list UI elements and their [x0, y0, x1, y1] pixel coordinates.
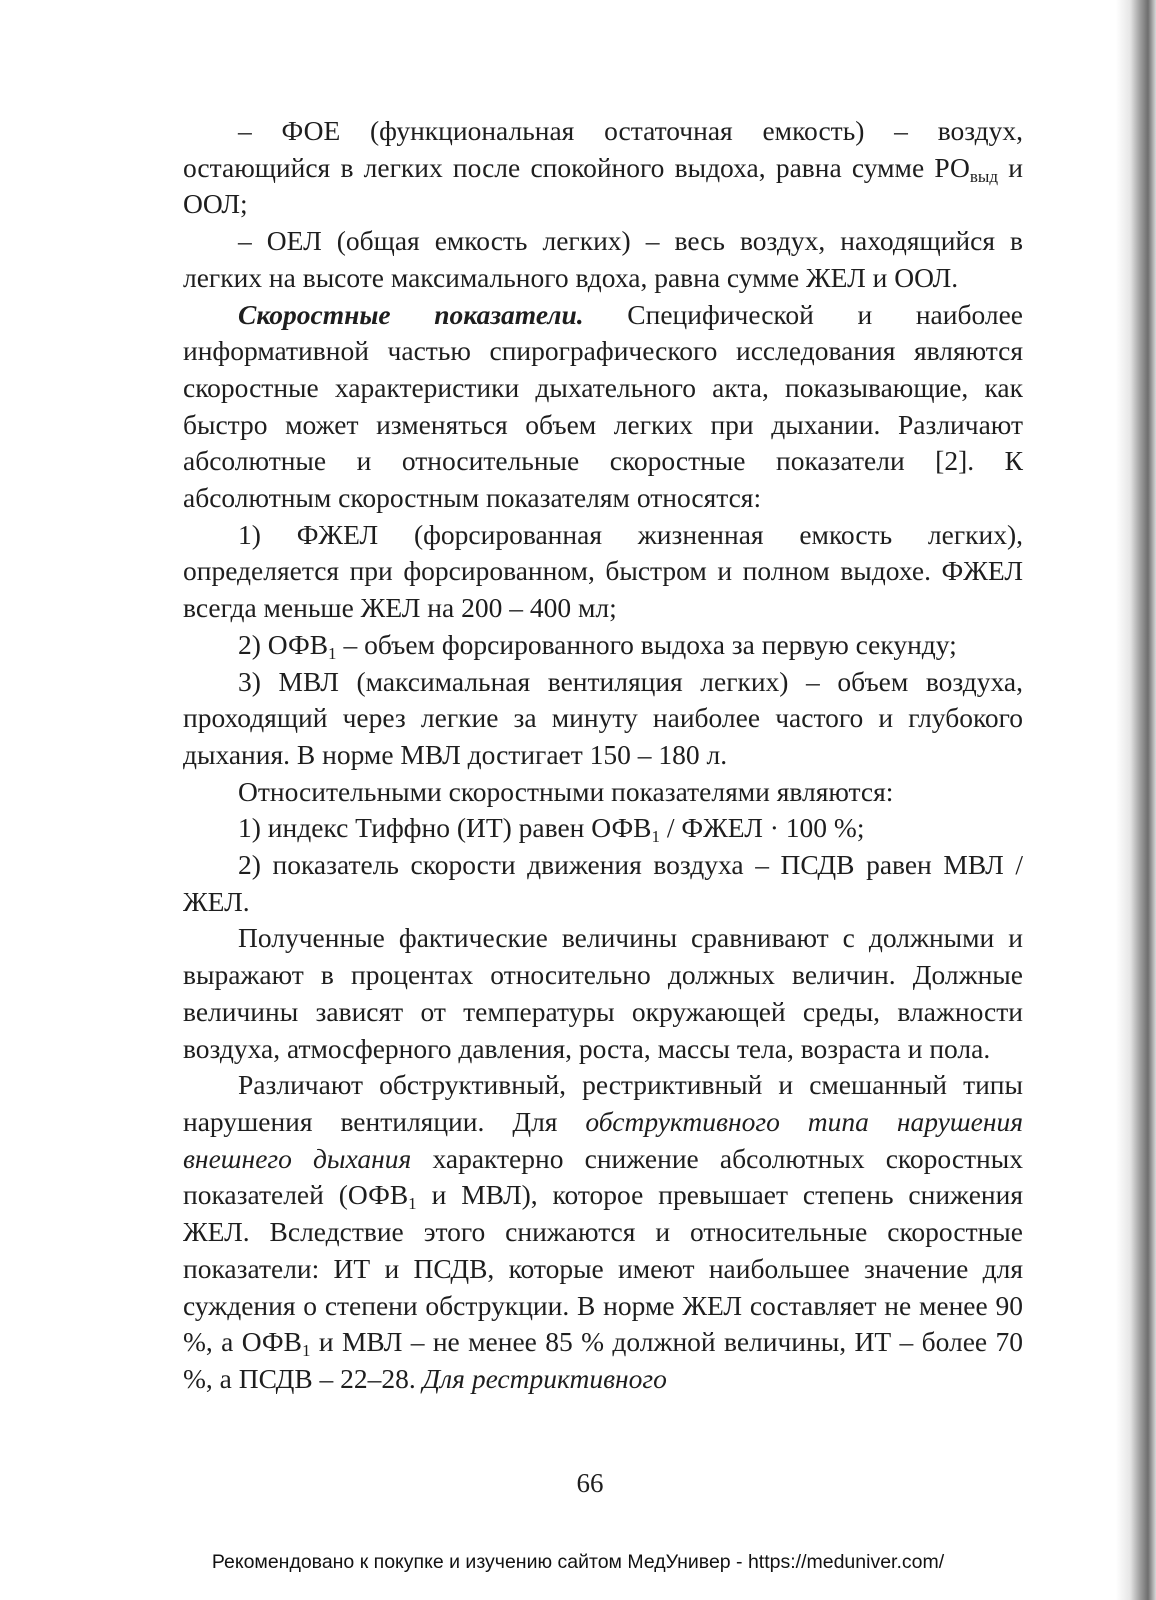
paragraph-foe: – ФОЕ (функциональная остаточная емкость) – воздух, остающийся в легких после спокойного выдоха, равна сумме $РО_{выд}$ и ООЛ; — [183, 115, 1023, 220]
list-item-fzhel: 1) ФЖЕЛ (форсированная жизненная емкость легких), определяется при форсированном, быстром и полном выдохе. ФЖЕЛ всегда меньше ЖЕЛ на 200 – 400 мл; — [183, 518, 1023, 624]
paragraph-speed-indicators: Скоростные показатели. Специфической и наиболее информативной частью спирографического исследования являются скоростные характеристики дыхательного акта, показывающие, как быстро может изменяться объем легких при дыхании. Различают абсолютные и относительные скоростные показатели [2]. К абсолютным скоростным показателям относятся: — [183, 298, 1023, 514]
paragraph-relative-intro: Относительными скоростными показателями являются: — [238, 775, 894, 807]
section-heading: Скоростные показатели. — [238, 298, 584, 330]
paragraph-ventilation-types: Различают обструктивный, рестриктивный и смешанный типы нарушения вентиляции. Для обструктивного типа нарушения внешнего дыхания характерно снижение абсолютных скоростных показателей ($ОФВ_1$ и МВЛ), которое превышает степень снижения ЖЕЛ. Вследствие этого снижаются и относительные скоростные показатели: ИТ и ПСДВ, которые имеют наибольшее значение для суждения о степени обструкции. В норме ЖЕЛ составляет не менее 90 %, а $ОФВ_1$ и МВЛ – не менее 85 % должной величины, ИТ – более 70 %, а ПСДВ – 22–28. Для рестриктивного — [183, 1069, 1023, 1394]
page-body — [183, 113, 1023, 1398]
footer-watermark: Рекомендовано к покупке и изучению сайтом МедУнивер - https://meduniver.com/ — [211, 1551, 945, 1573]
paragraph-expected-values: Полученные фактические величины сравнивают с должными и выражают в процентах относительно должных величин. Должные величины зависят от температуры окружающей среды, влажности воздуха, атмосферного давления, роста, массы тела, возраста и пола. — [183, 922, 1023, 1064]
book-spine-shadow — [1116, 0, 1156, 1600]
list-item-tiffeneau: 1) индекс Тиффно (ИТ) равен $ОФВ_1$ / ФЖЕЛ · 100 %; — [238, 812, 865, 847]
page-number: 66 — [576, 1468, 604, 1498]
paragraph-oel: – ОЕЛ (общая емкость легких) – весь воздух, находящийся в легких на высоте максимального вдоха, равна сумме ЖЕЛ и ООЛ. — [183, 225, 1023, 293]
list-item-psdv: 2) показатель скорости движения воздуха – ПСДВ равен МВЛ / ЖЕЛ. — [183, 849, 1023, 917]
list-item-mvl: 3) МВЛ (максимальная вентиляция легких) – объем воздуха, проходящий через легкие за минуту наиболее частого и глубокого дыхания. В норме МВЛ достигает 150 – 180 л. — [183, 665, 1023, 770]
list-item-ofv1: 2) $ОФВ_1$ – объем форсированного выдоха за первую секунду; — [238, 628, 957, 663]
